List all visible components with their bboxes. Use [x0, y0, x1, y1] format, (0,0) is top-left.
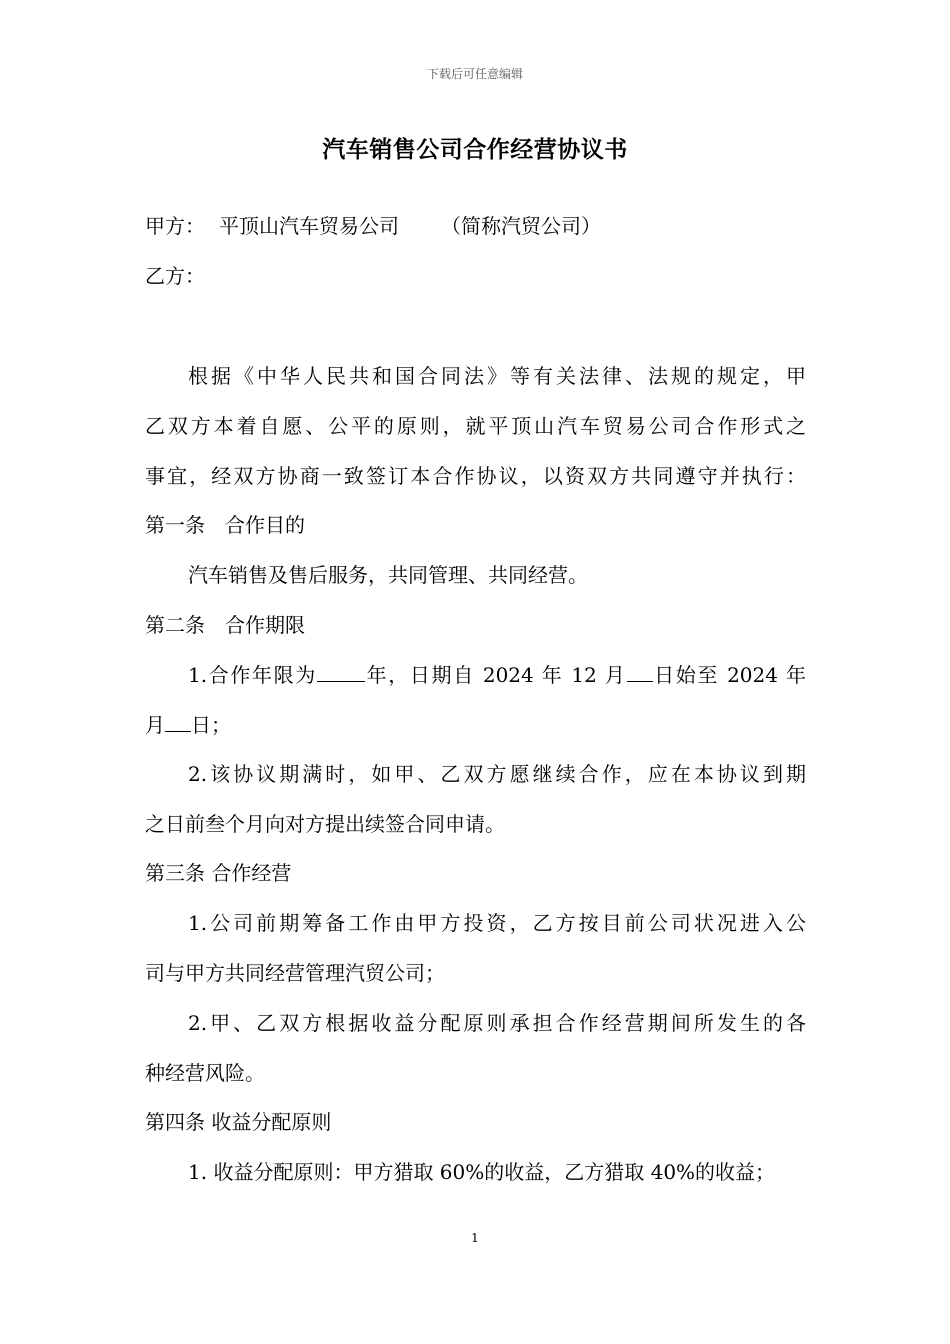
preamble-line-3: 事宜，经双方协商一致签订本合作协议，以资双方共同遵守并执行： — [145, 464, 806, 488]
end-month-label: 月 — [145, 713, 165, 737]
article-3-item-1-line-2: 司与甲方共同经营管理汽贸公司； — [145, 961, 445, 985]
document-title: 汽车销售公司合作经营协议书 — [322, 136, 628, 163]
end-day-blank — [165, 709, 191, 732]
term-years-label: 1.合作年限为 — [188, 663, 317, 687]
article-2-heading: 第二条 合作期限 — [145, 613, 305, 637]
article-2-item-1-line-1 — [188, 659, 806, 690]
article-1-heading: 第一条 合作目的 — [145, 513, 305, 537]
article-2-item-2-line-1: 2.该协议期满时，如甲、乙双方愿继续合作，应在本协议到期 — [188, 762, 806, 786]
preamble-line-2: 乙双方本着自愿、公平的原则，就平顶山汽车贸易公司合作形式之 — [145, 414, 806, 438]
article-4-item-1: 1. 收益分配原则：甲方猎取 60%的收益，乙方猎取 40%的收益； — [188, 1160, 776, 1184]
start-date-label: 年，日期自 2024 年 12 月 — [364, 663, 627, 687]
article-1-text: 汽车销售及售后服务，共同管理、共同经营。 — [188, 563, 588, 587]
article-3-item-2-line-1: 2.甲、乙双方根据收益分配原则承担合作经营期间所发生的各 — [188, 1011, 806, 1035]
party-a-name: 平顶山汽车贸易公司 — [219, 214, 399, 238]
end-day-label: 日； — [191, 713, 231, 737]
start-day-blank — [627, 659, 653, 682]
party-a-line — [145, 211, 601, 241]
party-b-label: 乙方： — [145, 264, 205, 288]
end-date-label: 日始至 2024 年 — [652, 663, 806, 687]
party-b-line — [145, 261, 205, 291]
article-3-item-2-line-2: 种经营风险。 — [145, 1061, 265, 1085]
article-4-heading: 第四条 收益分配原则 — [145, 1110, 332, 1134]
preamble-line-1: 根据《中华人民共和国合同法》等有关法律、法规的规定，甲 — [188, 364, 806, 388]
party-a-abbr: （简称汽贸公司） — [441, 214, 601, 238]
header-note: 下载后可任意编辑 — [426, 67, 523, 81]
article-2-item-2-line-2: 之日前叁个月向对方提出续签合同申请。 — [145, 812, 505, 836]
article-2-item-1-line-2 — [145, 709, 231, 740]
party-a-label: 甲方： — [145, 214, 205, 238]
term-years-blank — [317, 659, 365, 682]
page-number: 1 — [471, 1231, 479, 1245]
article-3-item-1-line-1: 1.公司前期筹备工作由甲方投资，乙方按目前公司状况进入公 — [188, 911, 806, 935]
article-3-heading: 第三条 合作经营 — [145, 861, 292, 885]
